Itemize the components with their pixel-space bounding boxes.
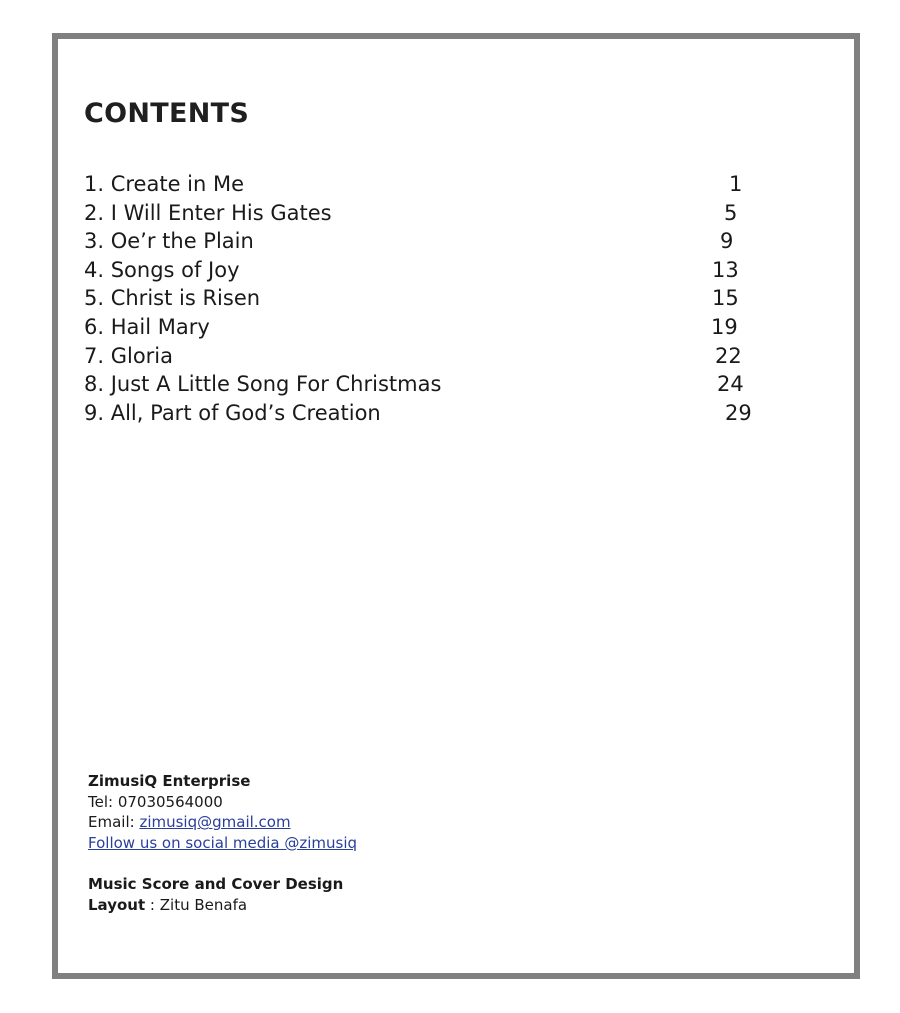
toc-entry bbox=[84, 199, 784, 228]
toc-entry-page: 15 bbox=[712, 286, 739, 311]
toc-entry-title: 8. Just A Little Song For Christmas bbox=[84, 372, 442, 397]
toc-entry-title: 1. Create in Me bbox=[84, 172, 245, 196]
toc-entry-page: 9 bbox=[720, 229, 734, 254]
toc-entry-title: 6. Hail Mary bbox=[84, 314, 210, 339]
toc-entry-title: 9. All, Part of God’s Creation bbox=[84, 400, 381, 425]
social-media-link[interactable]: Follow us on social media @zimusiq bbox=[88, 834, 358, 853]
toc-entry bbox=[84, 170, 784, 199]
email-label: Email: bbox=[88, 813, 140, 832]
toc-entry bbox=[84, 370, 784, 399]
toc-entry bbox=[84, 284, 784, 313]
publisher-info bbox=[88, 771, 357, 915]
toc-entry bbox=[84, 399, 784, 428]
toc-entry-page: 22 bbox=[715, 343, 742, 368]
toc-entry bbox=[84, 256, 784, 285]
footer-spacer bbox=[88, 854, 357, 874]
toc-entry bbox=[84, 342, 784, 371]
design-credit: Music Score and Cover Design bbox=[88, 874, 344, 893]
contents-heading: CONTENTS bbox=[84, 98, 250, 129]
toc-entry-title: 5. Christ is Risen bbox=[84, 286, 261, 311]
company-name: ZimusiQ Enterprise bbox=[88, 772, 251, 790]
toc-entry-title: 4. Songs of Joy bbox=[84, 257, 240, 282]
toc-entry bbox=[84, 313, 784, 342]
toc-entry-page: 1 bbox=[729, 172, 743, 196]
toc-entry-page: 19 bbox=[711, 314, 738, 339]
toc-entry-page: 24 bbox=[717, 372, 744, 397]
toc-entry-page: 29 bbox=[725, 400, 752, 425]
layout-credit bbox=[88, 895, 357, 916]
toc-entry-title: 2. I Will Enter His Gates bbox=[84, 200, 332, 225]
layout-value: : Zitu Benafa bbox=[145, 895, 248, 914]
toc-entry-page: 5 bbox=[724, 200, 738, 225]
toc-entry bbox=[84, 227, 784, 256]
table-of-contents bbox=[84, 170, 784, 427]
email-link[interactable]: zimusiq@gmail.com bbox=[139, 813, 291, 832]
email-line bbox=[88, 812, 357, 833]
telephone: Tel: 07030564000 bbox=[88, 792, 223, 811]
toc-entry-title: 3. Oe’r the Plain bbox=[84, 229, 254, 254]
layout-label: Layout bbox=[88, 895, 146, 914]
toc-entry-page: 13 bbox=[712, 257, 739, 282]
toc-entry-title: 7. Gloria bbox=[84, 343, 174, 368]
